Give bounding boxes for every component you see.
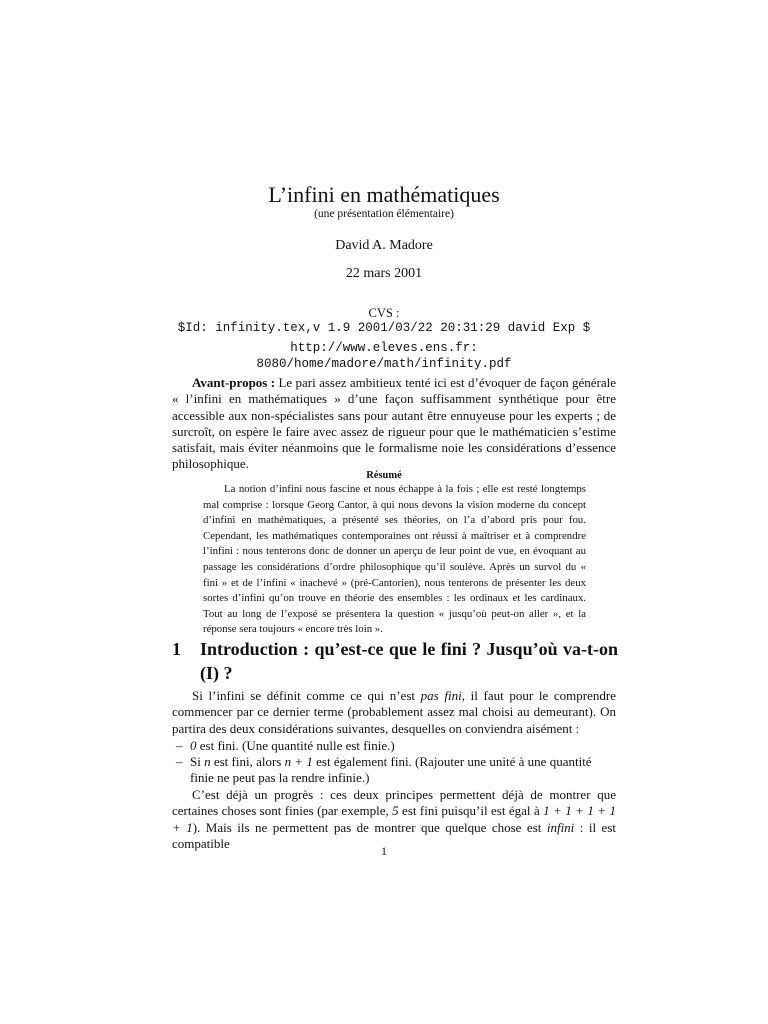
p1-text-b: , il faut pour le comprendre commencer par ce dernier terme (probablement assez mal choisi au demeurant). On partira des deux considérations suivantes, desquelles on conviendra aisément :: [172, 688, 616, 736]
paper-subtitle: (une présentation élémentaire): [314, 208, 454, 220]
abstract-title: Résumé: [366, 470, 402, 481]
publication-date: 22 mars 2001: [345, 266, 423, 281]
paper-title: L’infini en mathématiques: [268, 182, 500, 207]
foreword-text: Le pari assez ambitieux tenté ici est d’évoquer de façon générale « l’infini en mathématiques » d’une façon suffisamment synthétique pour être accessible aux non-spécialistes sans pour autant être ennuyeuse pour les experts ; de surcroît, on espère le faire avec assez de rigueur pour que le mathématicien s’estime satisfait, mais éviter néanmoins que le formalisme noie les considérations d’essence philosophique.: [172, 375, 616, 472]
p1-text-a: Si l’infini se définit comme ce qui n’est: [192, 688, 421, 703]
math-inline: 0: [190, 738, 197, 753]
p2-text-a: C’est déjà un progrès : ces deux principes permettent déjà de montrer que certaines choses sont finies (par exemple,: [172, 787, 616, 819]
section-number: 1: [172, 639, 181, 659]
p1-emphasis: pas fini: [420, 688, 462, 703]
list-item-text: est fini. (Une quantité nulle est finie.): [196, 738, 395, 753]
list-item: [176, 738, 616, 754]
abstract-text: La notion d’infini nous fascine et nous échappe à la fois ; elle est resté longtemps mal comprise : lorsque Georg Cantor, à qui nous devons la vision moderne du concept d’infini en mathématiques, a présenté ses théories, on l’a d’abord pris pour fou. Cependant, les mathématiques contemporaines ont réussi à maîtriser et à comprendre l’infini : nous tenterons donc de donner un aperçu de leur point de vue, en évoquant au passage les considérations d’ordre philosophique qu’il soulève. Après un survol du « fini » et de l’infini « inachevé » (pré-Cantorien), nous tenterons de présenter les deux sortes d’infini qu’on trouve en théorie des ensembles : les ordinaux et les cardinaux. Tout au long de l’exposé se présentera la question « jusqu’où peut-on aller », et la réponse sera toujours « encore très loin ».: [203, 483, 586, 636]
math-inline: 1 + 1 + 1 + 1 + 1: [172, 803, 616, 835]
url-line-1[interactable]: http://www.eleves.ens.fr:: [290, 341, 478, 355]
p2-text-c: ). Mais ils ne permettent pas de montrer que quelque chose est: [192, 819, 547, 835]
math-inline: n + 1: [284, 754, 313, 769]
list-dash: –: [176, 754, 183, 769]
list-dash: –: [176, 738, 183, 753]
list-item-text: Si: [190, 754, 205, 769]
url-line-2[interactable]: 8080/home/madore/math/infinity.pdf: [256, 357, 512, 371]
cvs-label: CVS :: [368, 306, 400, 320]
list-item: [176, 754, 616, 787]
list-item-text: est également fini. (Rajouter une unité à une quantité finie ne peut pas la rendre infinie.): [190, 754, 592, 786]
p2-emphasis: infini: [546, 819, 575, 835]
cvs-id-string: $Id: infinity.tex,v 1.9 2001/03/22 20:31:29 david Exp $: [177, 321, 591, 335]
list-item-text: est fini, alors: [210, 754, 285, 769]
intro-paragraph-2: [172, 787, 616, 852]
page-number: 1: [381, 844, 387, 858]
foreword-paragraph: [172, 375, 616, 473]
math-inline: 5: [392, 803, 399, 819]
p2-text-b: est fini puisqu’il est égal à: [398, 803, 544, 819]
foreword-label: Avant-propos :: [192, 375, 276, 390]
math-inline: n: [204, 754, 211, 769]
section-title: Introduction : qu’est-ce que le fini ? Jusqu’où va-t-on (I) ?: [200, 639, 618, 683]
author-name: David A. Madore: [335, 238, 433, 253]
intro-paragraph-1: [172, 688, 616, 737]
p2-text-d: : il est compatible: [172, 819, 616, 851]
